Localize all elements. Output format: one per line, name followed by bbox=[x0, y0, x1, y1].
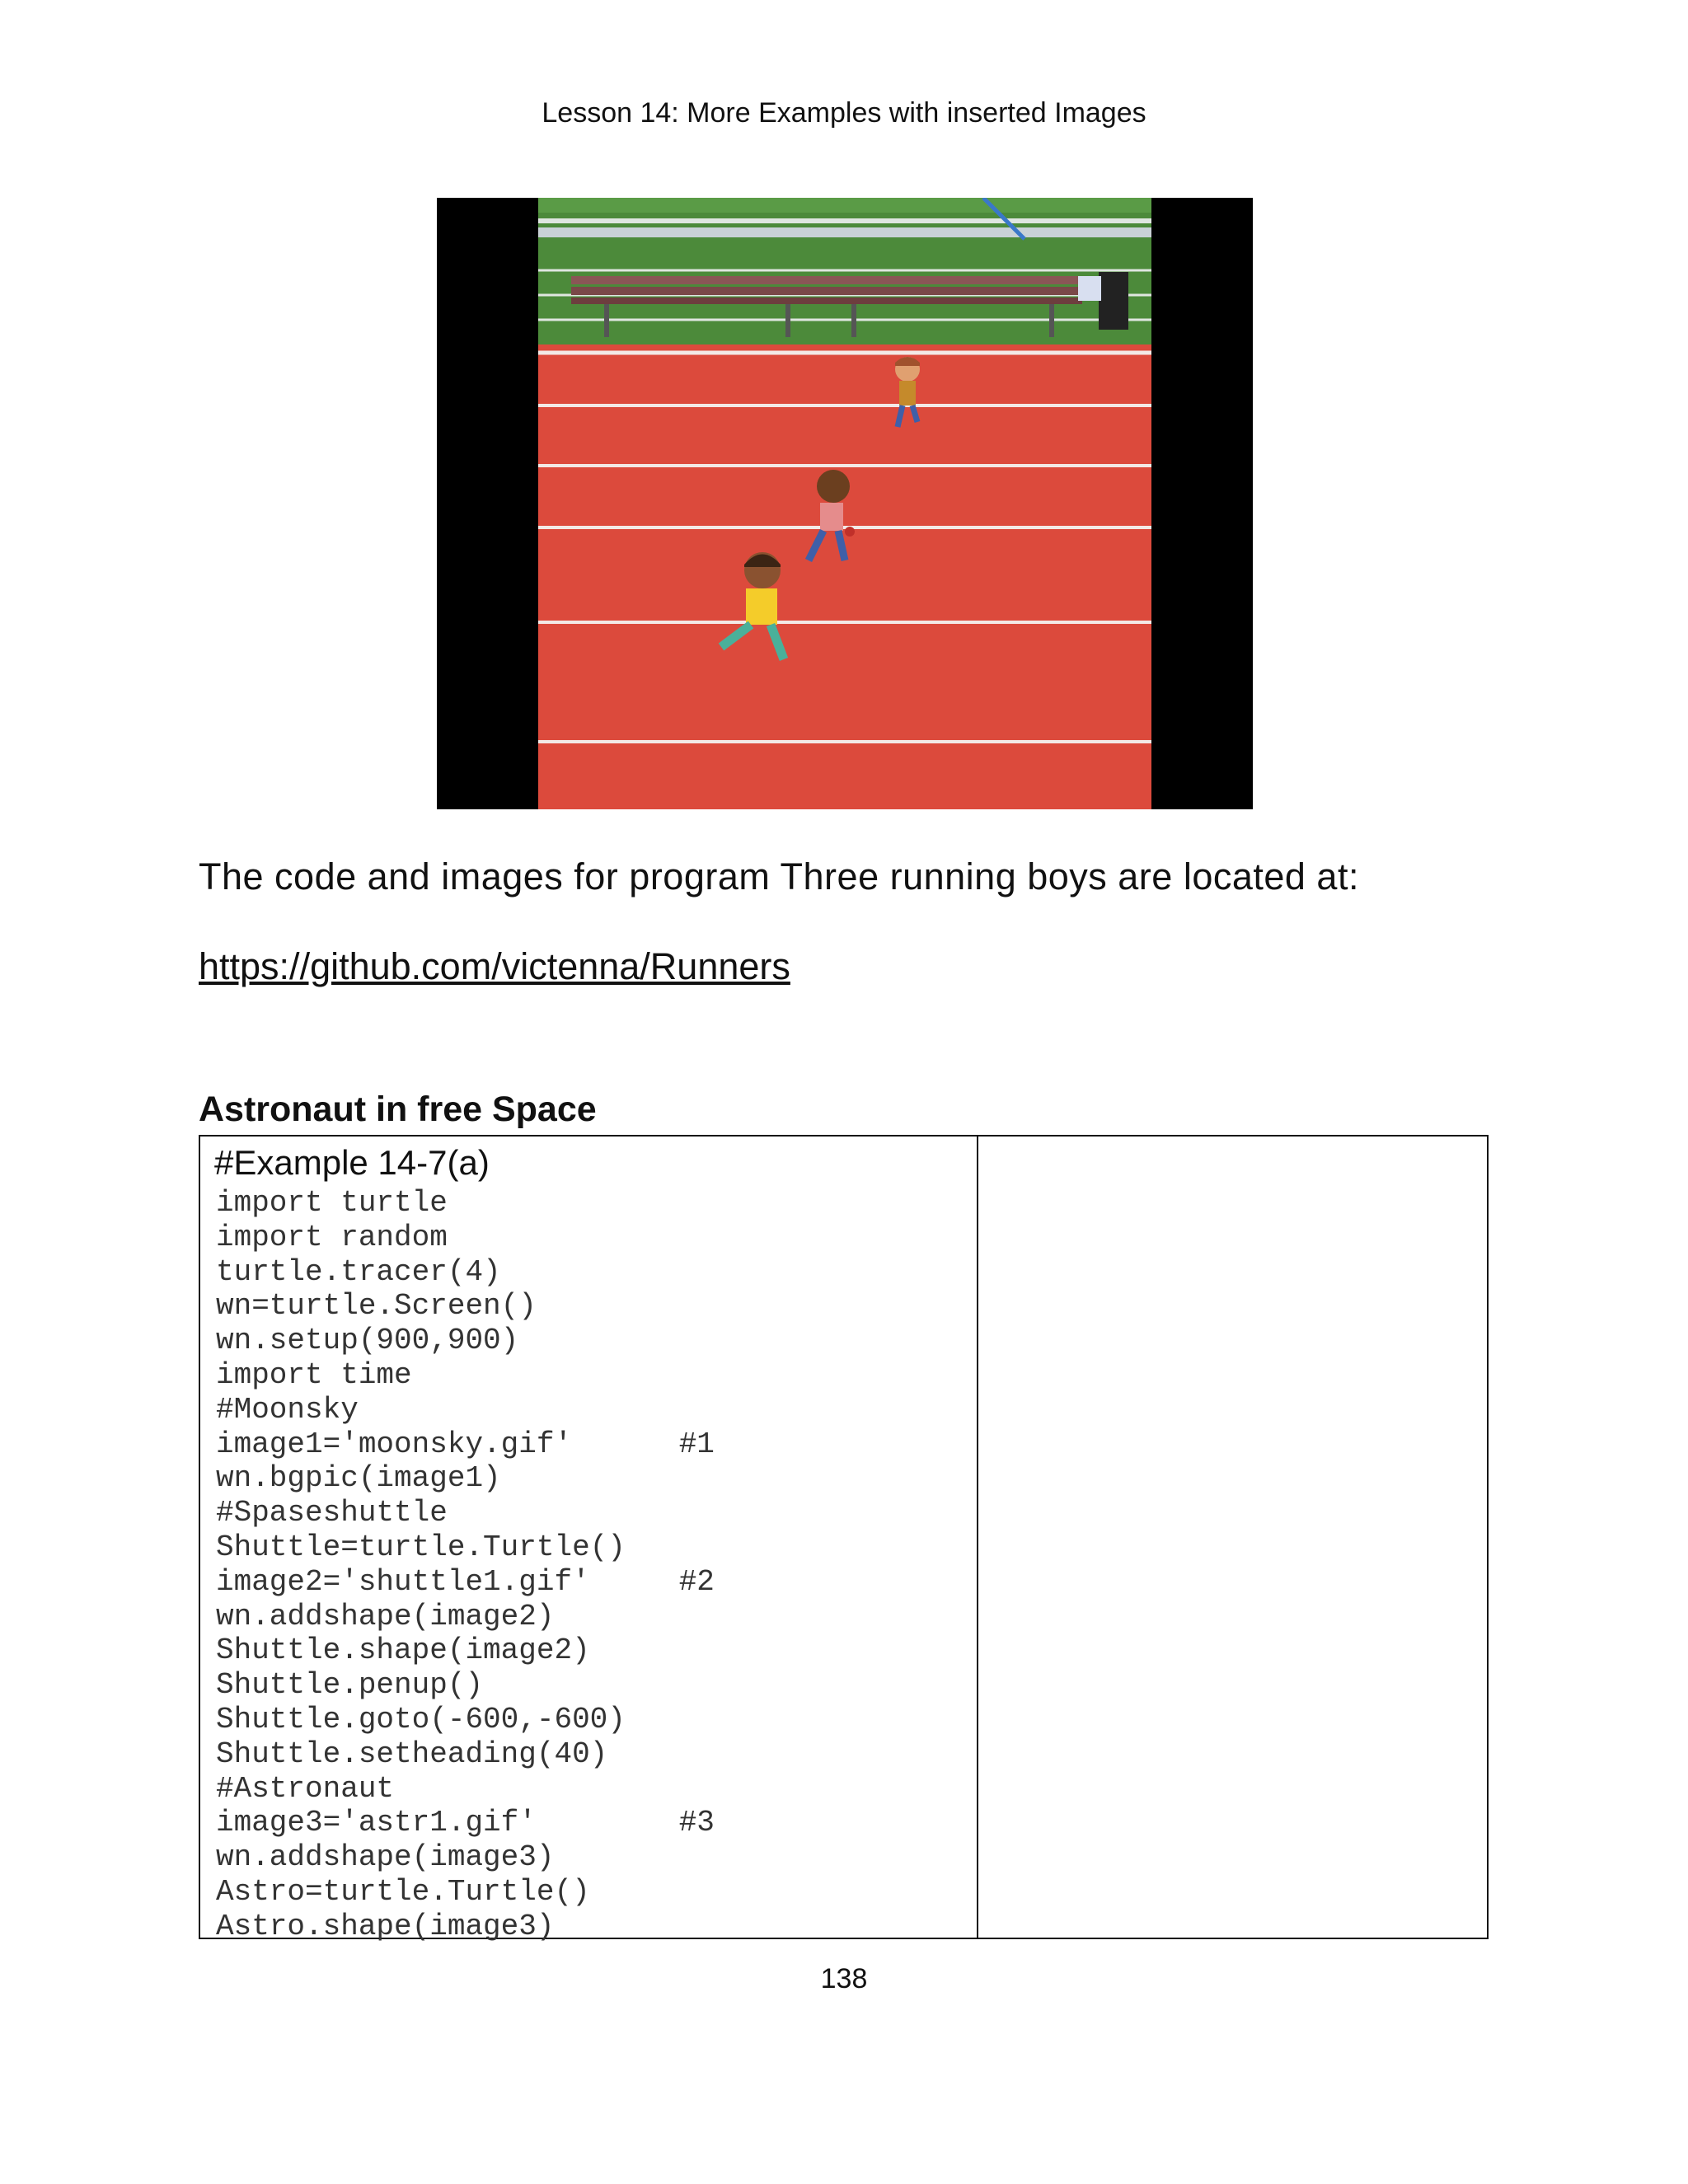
code-line: Astro=turtle.Turtle() bbox=[216, 1874, 590, 1909]
code-line: image2='shuttle1.gif' #2 bbox=[216, 1564, 715, 1599]
code-line: image1='moonsky.gif' #1 bbox=[216, 1427, 715, 1461]
code-line: Shuttle.setheading(40) bbox=[216, 1736, 608, 1771]
code-line: import turtle bbox=[216, 1186, 448, 1220]
code-line: Shuttle.shape(image2) bbox=[216, 1633, 590, 1668]
code-line: turtle.tracer(4) bbox=[216, 1254, 501, 1289]
code-line: Shuttle=turtle.Turtle() bbox=[216, 1530, 626, 1564]
page-number: 138 bbox=[820, 1963, 868, 1994]
page-header: Lesson 14: More Examples with inserted Images bbox=[542, 97, 1146, 129]
table-divider bbox=[977, 1137, 978, 1938]
running-track-illustration bbox=[538, 198, 1151, 809]
code-line: wn.addshape(image2) bbox=[216, 1599, 555, 1633]
section-title: Astronaut in free Space bbox=[199, 1090, 597, 1129]
code-line: wn.addshape(image3) bbox=[216, 1840, 555, 1875]
code-listing bbox=[216, 1186, 715, 1944]
code-line: wn.setup(900,900) bbox=[216, 1324, 519, 1358]
code-line: #Astronaut bbox=[216, 1771, 395, 1806]
code-line: Shuttle.penup() bbox=[216, 1668, 484, 1703]
github-link[interactable]: https://github.com/victenna/Runners bbox=[199, 945, 790, 987]
code-line: #Spaseshuttle bbox=[216, 1496, 448, 1530]
code-line: image3='astr1.gif' #3 bbox=[216, 1806, 715, 1840]
code-line: wn.bgpic(image1) bbox=[216, 1461, 501, 1496]
code-line: Shuttle.goto(-600,-600) bbox=[216, 1702, 626, 1736]
code-line: import random bbox=[216, 1220, 448, 1254]
code-line: import time bbox=[216, 1357, 412, 1392]
code-table bbox=[199, 1135, 1489, 1943]
body-paragraph: The code and images for program Three running boys are located at: bbox=[199, 855, 1359, 898]
running-boys-image bbox=[437, 198, 1253, 809]
code-line: #Moonsky bbox=[216, 1392, 359, 1427]
code-line: Astro.shape(image3) bbox=[216, 1909, 555, 1943]
code-line: wn=turtle.Screen() bbox=[216, 1289, 537, 1324]
code-title: #Example 14-7(a) bbox=[214, 1143, 490, 1182]
